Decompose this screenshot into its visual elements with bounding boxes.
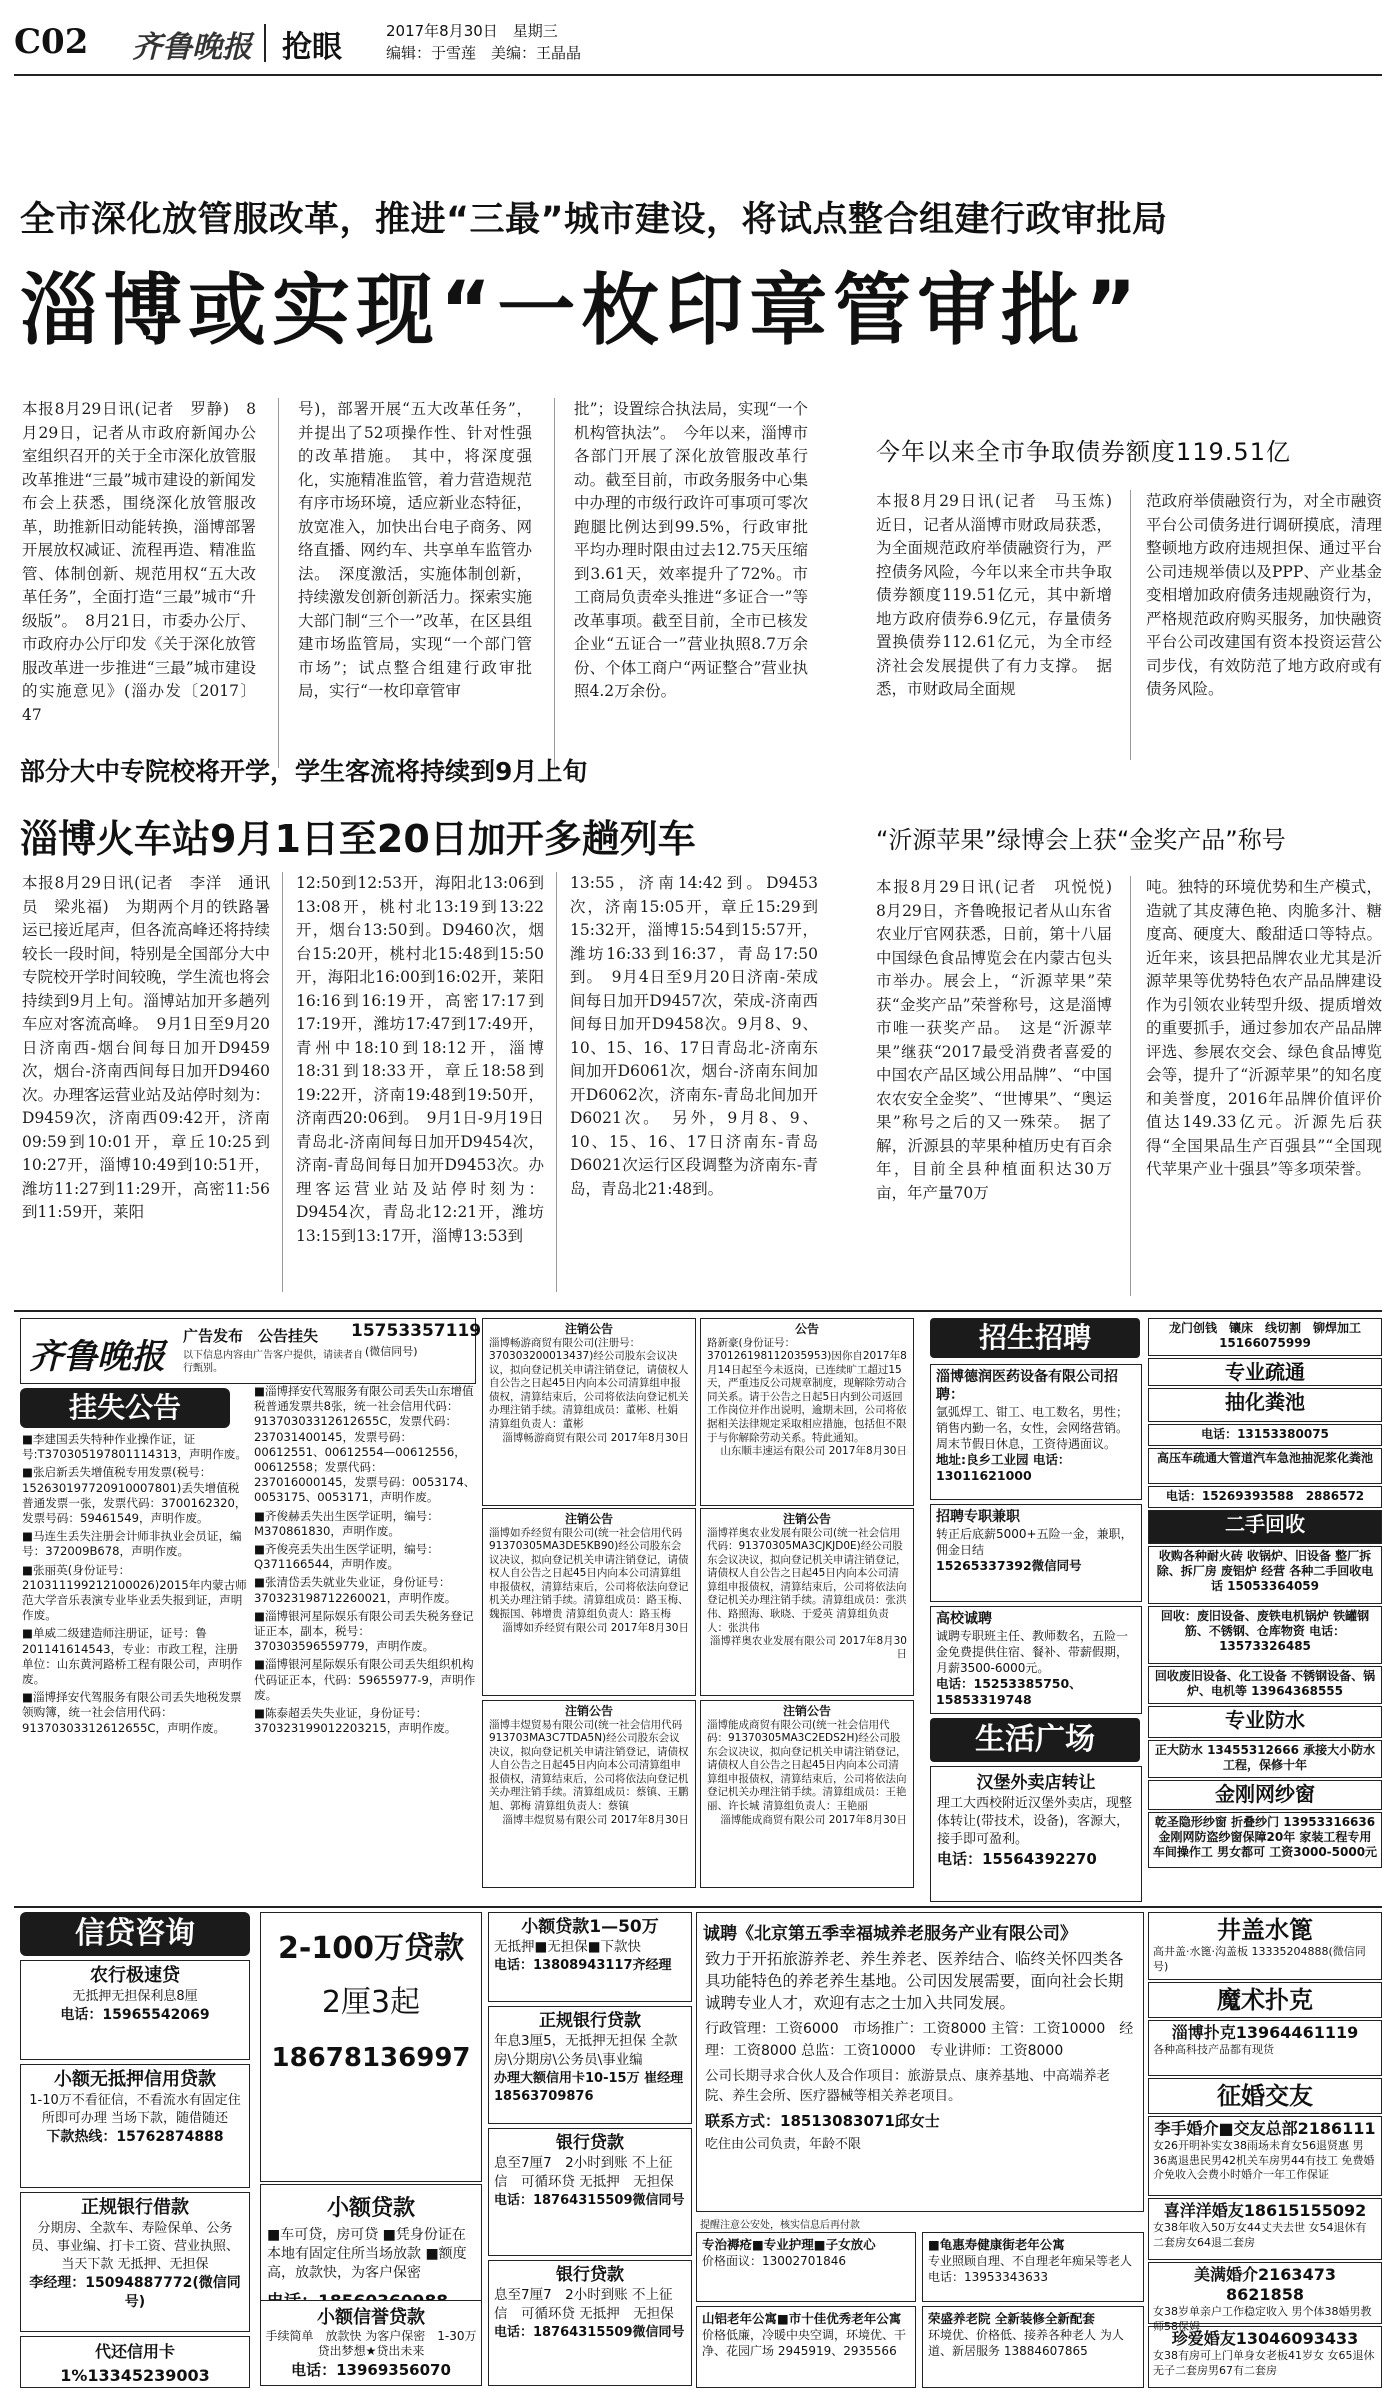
right-ad: 电话：15269393588 2886572 xyxy=(1148,1486,1382,1508)
life-title: 汉堡外卖店转让 xyxy=(976,1773,1096,1793)
masthead-rule xyxy=(14,74,1382,76)
notice-sign: 淄博畅游商贸有限公司 2017年8月30日 xyxy=(502,1431,689,1444)
story3-col1 xyxy=(22,872,270,1300)
story4-col1-text: 本报8月29日讯(记者 巩悦悦) 8月29日，齐鲁晚报记者从山东省农业厅官网获悉，日前，第十八届中国绿色食品博览会在内蒙古包头市举办。展会上，“沂源苹果”荣获“金奖产品”荣誉称号，这是淄博市唯一获奖产品。 这是“沂源苹果”继获“2017最受消费者喜爱的中国农产品区域公用品牌”、“中国农农安全金奖”、“世博果”、“奥运果”称号之后的又一殊荣。 据了解，沂源县的苹果种植历史有百余年，目前全县种植面积达30万亩，年产量70万 xyxy=(876,878,1128,1202)
far-right-title: 李手婚介■交友总部2186111 xyxy=(1154,2119,1376,2138)
notice-body: 淄博畅游商贸有限公司(注册号：370303200013437)经公司股东会议决议，拟向登记机关申请注销登记，请债权人自公告之日起45日内向本公司清算组申报债权，清算结束后，公司将依法向登记机关办理注销手续。清算组成员：董彬、杜娟 清算组负责人：董彬 xyxy=(489,1336,689,1431)
recruit-ad xyxy=(930,1364,1142,1500)
life-body: 理工大西校附近汉堡外卖店，现整体转让(带技术，设备)，客源大，接手即可盈利。 xyxy=(937,1796,1133,1847)
right-ad: 专业防水 xyxy=(1148,1706,1382,1738)
far-right-ad xyxy=(1148,1982,1382,2018)
recruit-foot: 15265337392微信同号 xyxy=(936,1558,1082,1573)
masthead xyxy=(14,18,1382,70)
far-right-ad xyxy=(1148,2198,1382,2260)
far-right-title: 喜洋洋婚友18615155092 xyxy=(1163,2201,1367,2220)
lost-item: ■淄博银河星际娱乐有限公司丢失税务登记证正本，副本，税号：370303596559779，声明作废。 xyxy=(254,1608,474,1654)
life-section-title xyxy=(930,1718,1140,1762)
far-right-ad xyxy=(1148,2078,1382,2114)
notice-title: 注销公告 xyxy=(564,1704,613,1718)
loan-ad xyxy=(20,2064,250,2188)
loan-mid-ad xyxy=(488,1912,692,2002)
loan-mid-title: 银行贷款 xyxy=(556,2265,624,2285)
right-ad: 金刚网纱窗 xyxy=(1148,1780,1382,1810)
masthead-divider xyxy=(264,24,266,62)
recruit-foot: 电话：15253385750、15853319748 xyxy=(936,1676,1082,1707)
elder-contact: 联系方式：18513083071邱女士 xyxy=(705,2112,940,2130)
story1-kicker: 全市深化放管服改革，推进“三最”城市建设，将试点整合组建行政审批局 xyxy=(20,200,1168,240)
lost-list xyxy=(254,1384,476,1904)
story2-col1 xyxy=(876,490,1128,766)
right-ad: 抽化粪池 xyxy=(1148,1388,1382,1422)
loan-mid-foot: 电话：18764315509微信同号 xyxy=(494,2325,685,2340)
life-section-label: 生活广场 xyxy=(975,1722,1095,1757)
story4-col2-text: 吨。独特的环境优势和生产模式，造就了其皮薄色艳、肉脆多汁、糖度高、硬度大、酸甜适口等特点。近年来，该县把品牌农业尤其是沂源苹果等优势特色农产品品牌建设作为引领农业转型升级、提质增效的重要抓手，通过参加农产品品牌评选、参展农交会、绿色食品博览会等，提升了“沂源苹果”的知名度和美誉度，2016年品牌价值评价值达149.33亿元。沂源先后获得“全国果品生产百强县”“全国现代苹果产业十强县”等多项荣誉。 xyxy=(1146,878,1382,1178)
recruit-body: 氩弧焊工、钳工、电工数名，男性；销售内勤一名，女性，会网络营销。周末节假日休息，工资待遇面议。 xyxy=(936,1405,1129,1451)
ad-band-rule xyxy=(14,1310,1382,1312)
ad-phone: 15753357119 xyxy=(351,1321,482,1341)
elder-care-ad xyxy=(696,1912,1144,2212)
bottom-ad-body: 环境优、价格低、接养各种老人 为人道、新居服务 13884607865 xyxy=(928,2328,1124,2358)
recruit-title: 淄博德润医药设备有限公司招聘： xyxy=(936,1369,1118,1403)
loan-section-label: 信贷咨询 xyxy=(75,1916,195,1951)
story4-col2 xyxy=(1146,876,1382,1300)
page-number: C02 xyxy=(14,22,89,62)
loan-body: 分期房、全款车、寿险保单、公务员、事业编、打卡工资、营业执照、当天下款 无抵押、无担保 xyxy=(30,2221,239,2272)
notice-body: 路新豪(身份证号：370126198112035953)因你自2017年8月14日起至今未返岗，已连续旷工超过15天，严重违反公司规章制度，现解除劳动合同关系。请于公告之日起5日内到公司返回工作岗位并作出说明，逾期未回，公司将依据相关法律规定采取相应措施，包括但不限于与你解除劳动关系。特此通知。 xyxy=(707,1336,907,1444)
story2-col2-text: 范政府举债融资行为，对全市融资平台公司债务进行调研摸底，清理整顿地方政府违规担保、通过平台公司违规举债以及PPP、产业基金变相增加政府债务违规融资行为，严格规范政府购买服务，加快融资平台公司改建国有资本投资运营公司步伐，有效防范了地方政府或有债务风险。 xyxy=(1146,492,1382,698)
loan-mid-title: 小额贷款1—50万 xyxy=(521,1917,659,1937)
loan-mid-body: 息至7厘7 2小时到账 不上征信 可循环贷 无抵押 无担保 xyxy=(494,2155,674,2190)
far-right-title: 淄博扑克13964461119 xyxy=(1171,2023,1359,2042)
story1-col1-text: 本报8月29日讯(记者 罗静) 8月29日，记者从市政府新闻办公室组织召开的关于全市深化放管服改革推进“三最”城市建设的新闻发布会上获悉，围绕深化放管服改革，助推新旧动能转换，淄博部署开展放权减证、流程再造、精准监管、体制创新、规范用权“五大改革任务”，全面打造“三最”城市“升级版”。 8月21日，市委办公厅、市政府办公厅印发《关于深化放管服改革进一步推进“三最”城市建设的实施意见》(淄办发〔2017〕47 xyxy=(22,400,256,724)
lost-item: ■淄博择安代驾服务有限公司丢失山东增值税普通发票共8张，统一社会信用代码：91370303312612655C，发票代码：237031400145，发票号码：00612551、00612554—00612556，00612558；发票代码：237016000145，发票号码：0053174、0053175、0053171，声明作废。 xyxy=(254,1384,476,1505)
loan-rate: 2厘3起 xyxy=(321,1985,421,2020)
notice-body: 淄博丰煜贸易有限公司(统一社会信用代码913703MA3C7TDA5N)经公司股东会议决议，拟向登记机关申请注销登记，请债权人自公告之日起45日内向本公司清算组申报债权，清算结束后，公司将依法向登记机关办理注销手续。清算组成员：蔡镇、王鹏旭、郭梅 清算组负责人：蔡镇 xyxy=(489,1718,689,1813)
loan-mid-ad xyxy=(488,2128,692,2256)
right-ad: 正大防水 13455312666 承接大小防水工程，保修十年 xyxy=(1148,1740,1382,1778)
story1-col2-text: 号)，部署开展“五大改革任务”，并提出了52项操作性、针对性强的改革措施。 其中，将深度强化，实施精准监管，着力营造规范有序市场环境，适应新业态特征，放宽准入，加快出台电子商务、网络直播、网约车、共享单车监管办法。 深度激活，实施体制创新，持续激发创新创新活力。探索实施大部门制“三个一”改革，在区县组建市场监管局，实现“一个部门管市场”；试点整合组建行政审批局，实行“一枚印章管审 xyxy=(298,400,532,700)
right-ad: 龙门创钱 镶床 线切割 铆焊加工 15166075999 xyxy=(1148,1318,1382,1356)
notice-body: 淄博如乔经贸有限公司(统一社会信用代码91370305MA3DE5KB90)经公司股东会议决议，拟向登记机关申请注销登记，请债权人自公告之日起45日内向本公司清算组申报债权，清算结束后，公司将依法向登记机关办理注销手续。清算组成员：路玉梅、魏振国、韩增贵 清算组负责人：路玉梅 xyxy=(489,1526,689,1621)
far-right-ad xyxy=(1148,1912,1382,1980)
lost-item: ■张清岱丢失就业失业证，身份证号：370323198712260021，声明作废。 xyxy=(254,1575,457,1605)
far-right-ad xyxy=(1148,2116,1382,2196)
story1-headline: 淄博或实现“一枚印章管审批” xyxy=(20,266,1143,356)
notice-box xyxy=(700,1318,914,1506)
notice-body: 淄博能成商贸有限公司(统一社会信用代码：91370305MA3C2EDS2H)经公司股东会议决议，拟向登记机关申请注销登记，请债权人自公告之日起45日内向本公司清算组申报债权，清算结束后，公司将依法向登记机关办理注销手续。清算组成员：王艳丽、许长城 清算组负责人：王艳丽 xyxy=(707,1718,907,1813)
right-ad: 回收：废旧设备、废铁电机锅炉 铁罐钢筋、不锈钢、仓库物资 电话：13573326485 xyxy=(1148,1606,1382,1664)
lost-item: ■齐俊亮丢失出生医学证明，编号：Q371166544，声明作废。 xyxy=(254,1542,439,1572)
recruit-foot: 地址:良乡工业园 电话：13011621000 xyxy=(936,1452,1071,1483)
right-ad: 专业疏通 xyxy=(1148,1358,1382,1386)
lost-item: ■单威二级建造师注册证，证号：鲁201141614543，专业：市政工程，注册单位：山东黄河路桥工程有限公司，声明作废。 xyxy=(22,1626,243,1687)
lost-item: ■张启新丢失增值税专用发票(税号：152630197720910007801)丢失增值税普通发票一张，发票代码：3700162320，发票号码：59461549，声明作废。 xyxy=(22,1465,247,1526)
loan-title: 农行极速贷 xyxy=(90,1965,180,1986)
elder-title: 诚聘《北京第五季幸福城养老服务产业有限公司》 xyxy=(703,1924,1077,1944)
far-right-title: 井盖水篦 xyxy=(1217,1916,1313,1944)
story3-col3-text: 13:55，济南14:42到。D9453次，济南15:05开，章丘15:29到15:32开，淄博15:54到15:57开，潍坊16:33到16:37，青岛17:50到。 9月4日至9月20日济南-荣成间每日加开D9457次，荣成-济南西间每日加开D9458次。9月8、9、10、15、16、17日青岛北-济南东间加开D6061次，烟台-济南东间加开D6062次，济南东-青岛北间加开D6021次。 另外，9月8、9、10、15、16、17日济南东-青岛D6021次运行区段调整为济南东-青岛，青岛北21:48到。 xyxy=(570,874,818,1198)
credit-loan-phone: 电话：13969356070 xyxy=(291,2361,451,2379)
col-divider xyxy=(554,398,555,768)
lost-list xyxy=(22,1432,248,1902)
notice-title: 注销公告 xyxy=(564,1322,613,1336)
far-right-title: 征婚交友 xyxy=(1217,2082,1313,2110)
far-right-body: 各种高科技产品都有现货 xyxy=(1153,2043,1274,2056)
elder-jobs: 行政管理：工资6000 市场推广：工资8000 主管：工资10000 经理：工资8000 总监：工资10000 专业讲师：工资8000 xyxy=(705,2021,1134,2059)
loan-section-title xyxy=(20,1912,250,1956)
bottom-ad xyxy=(696,2232,916,2302)
story3-col3 xyxy=(570,872,818,1300)
bottom-ad-title: ■龟惠寿健康街老年公寓 xyxy=(928,2237,1065,2252)
bottom-ad xyxy=(922,2232,1144,2302)
ad-note: 以下信息内容由广告客户提供，请读者自行甄别。 xyxy=(183,1350,363,1374)
loan-mid-body: 年息3厘5，无抵押无担保 全款房\分期房\公务员\事业编 xyxy=(494,2033,678,2068)
story1-col1 xyxy=(22,398,256,768)
right-ad: 电话：13153380075 xyxy=(1148,1424,1382,1446)
far-right-body: 女26开明补实女38雨场未育女56退贤惠 男36离退患民男42机关车房男44有技工 免费婚介免收入会费小时婚介一年工作保证 xyxy=(1153,2139,1375,2181)
far-right-body: 女38年收入50万女44丈夫去世 女54退休有二套房女64退二套房 xyxy=(1153,2221,1367,2249)
paper-name: 齐鲁晚报 xyxy=(132,30,252,65)
loan-mid-ad xyxy=(488,2006,692,2124)
notice-box xyxy=(482,1700,696,1888)
credit-loan-body: 手续简单 放款快 为客户保密 1-30万 贷出梦想★贷出未来 xyxy=(265,2329,477,2358)
story3-col1-text: 本报8月29日讯(记者 李洋 通讯员 梁兆福) 为期两个月的铁路暑运已接近尾声，但各流高峰还将持续较长一段时间，特别是全国部分大中专院校开学时间较晚，学生流也将会持续到9月上旬。淄博站加开多趟列车应对客流高峰。 9月1日至9月20日济南西-烟台间每日加开D9459次，烟台-济南西间每日加开D9460次。办理客运营业站及站停时刻为：D9459次，济南西09:42开，济南09:59到10:01开，章丘10:25到10:27开，淄博10:49到10:51开，潍坊11:27到11:29开，高密11:56到11:59开，莱阳 xyxy=(22,874,271,1221)
bottom-ad-title: 荣盛养老院 全新装修全新配套 xyxy=(928,2311,1095,2326)
story1-col3 xyxy=(574,398,808,768)
loan-body: 1-10万不看征信，不看流水有固定住所即可办理 当场下款，随借随还 xyxy=(29,2093,241,2126)
notice-title: 注销公告 xyxy=(782,1512,831,1526)
credit-loan-title: 小额信誉贷款 xyxy=(317,2307,425,2328)
loan-amount: 2-100万贷款 xyxy=(278,1931,464,1966)
right-ad: 回收废旧设备、化工设备 不锈钢设备、锅炉、电机等 13964368555 xyxy=(1148,1666,1382,1704)
credit-loan-box xyxy=(260,2300,482,2386)
loan-mid-title: 正规银行贷款 xyxy=(539,2011,641,2031)
elder-body: 致力于开拓旅游养老、养生养老、医养结合、临终关怀四类各具功能特色的养老养生基地。公司因发展需要，面向社会长期诚聘专业人才，欢迎有志之士加入共同发展。 xyxy=(705,1950,1124,2012)
far-right-body: 女38有房可上门单身女老板41岁女 女65退休无子二套房男67有二套房 xyxy=(1153,2349,1375,2377)
story2-col2 xyxy=(1146,490,1382,766)
notice-title: 注销公告 xyxy=(564,1512,613,1526)
right-ad: 乾圣隐形纱窗 折叠纱门 13953316636 金刚网防盗纱窗保障20年 家装工程专用 车间操作工 男女都可 工资3000-5000元 xyxy=(1148,1812,1382,1868)
loan-mid-ad xyxy=(488,2260,692,2386)
loan-foot: 李经理：15094887772(微信同号) xyxy=(29,2275,241,2310)
far-right-body: 高井盖·水篦·沟盖板 13335204888(微信同号) xyxy=(1153,1945,1366,1973)
loan-mid-body: 息至7厘7 2小时到账 不上征信 可循环贷 无抵押 无担保 xyxy=(494,2287,674,2322)
recruit-title: 高校诚聘 xyxy=(936,1611,992,1627)
bottom-ad-body: 价格低廉，冷暖中央空调，环境优、干净、花园广场 2945919、2935566 xyxy=(702,2328,907,2358)
recruit-section-label: 招生招聘 xyxy=(978,1321,1091,1354)
recruit-section-title xyxy=(930,1318,1140,1358)
bottom-ad-body: 价格面议：13002701846 xyxy=(702,2254,846,2268)
loan-phone: 18678136997 xyxy=(271,2043,471,2073)
life-ad xyxy=(930,1766,1142,1902)
far-right-body: 女38岁单亲户工作稳定收入 男个体38婚男教师58保姆 xyxy=(1153,2305,1372,2333)
loan-body: 无抵押无担保利息8厘 xyxy=(72,1989,198,2004)
notice-box xyxy=(482,1318,696,1506)
loan-mid-foot: 电话：18764315509微信同号 xyxy=(494,2193,685,2208)
notice-sign: 淄博能成商贸有限公司 2017年8月30日 xyxy=(720,1813,907,1826)
bottom-ad xyxy=(922,2306,1144,2388)
lower-band-rule xyxy=(14,1906,1382,1908)
col-divider xyxy=(556,872,557,1292)
lost-item: ■淄博择安代驾服务有限公司丢失地税发票领购簿，统一社会信用代码：91370303312612655C，声明作废。 xyxy=(22,1690,242,1735)
bottom-ad-title: 专治褥疮■专业护理■子女放心 xyxy=(702,2237,876,2252)
loan-ad xyxy=(20,2336,250,2388)
notice-title: 公告 xyxy=(794,1322,819,1336)
col-divider xyxy=(1130,876,1131,1296)
section-name: 抢眼 xyxy=(282,30,342,65)
loan-title: 正规银行借款 xyxy=(81,2197,189,2218)
notice-box xyxy=(700,1700,914,1888)
story1-col3-text: 批”；设置综合执法局，实现“一个机构管执法”。 今年以来，淄博市各部门开展了深化放管服改革行动。截至目前，市政务服务中心集中办理的市级行政许可事项可零次跑腿比例达到99.5%，行政审批平均办理时限由过去12.75天压缩到3.61天，效率提升了72%。市工商局负责牵头推进“多证合一”等改革事项。截至目前，全市已核发企业“五证合一”营业执照8.7万余份、个体工商户“两证整合”营业执照4.2万余份。 xyxy=(574,400,808,700)
lost-item: ■李建国丢失特种作业操作证，证号:T370305197801114313，声明作废。 xyxy=(22,1432,247,1462)
small-loan-title: 小额贷款 xyxy=(326,2196,415,2221)
loan-ad xyxy=(20,1960,250,2060)
small-loan-body: ■车可贷，房可贷 ■凭身份证在本地有固定住所当场放款 ■额度高，放款快，为客户保密 xyxy=(267,2227,467,2281)
bottom-ad-title: 山铝老年公寓■市十佳优秀老年公寓 xyxy=(702,2311,902,2326)
notice-sign: 淄博祥奥农业发展有限公司 2017年8月30日 xyxy=(709,1635,907,1661)
right-ad: 收购各种耐火砖 收锅炉、旧设备 整厂拆除、拆厂房 废铝炉 经营 各种二手回收电话 15053364059 xyxy=(1148,1546,1382,1604)
ad-header xyxy=(20,1318,482,1384)
far-right-ad xyxy=(1148,2020,1382,2076)
notice-sign: 山东顺丰速运有限公司 2017年8月30日 xyxy=(720,1445,907,1458)
story3-kicker: 部分大中专院校将开学，学生客流将持续到9月上旬 xyxy=(20,757,588,786)
footer-note: 提醒注意公安处，核实信息后再付款 xyxy=(700,2220,860,2231)
elder-contact2: 吃住由公司负责，年龄不限 xyxy=(705,2137,862,2152)
loan-title: 代还信用卡1%13345239003 xyxy=(60,2342,210,2385)
story2-col1-text: 本报8月29日讯(记者 马玉炼) 近日，记者从淄博市财政局获悉，为全面规范政府举债融资行为，严控债务风险，今年以来全市共争取债券额度119.51亿元，其中新增地方政府债券6.9亿元，存量债务置换债券112.61亿元，为全市经济社会发展提供了有力支撑。 据悉，市财政局全面规 xyxy=(876,492,1128,698)
bottom-ad xyxy=(696,2306,916,2388)
ad-phone-note: (微信同号) xyxy=(365,1345,418,1358)
notice-body: 淄博祥奥农业发展有限公司(统一社会信用代码：91370305MA3CJKJD0E)经公司股东会议决议，拟向登记机关申请注销登记，请债权人自公告之日起45日内向本公司清算组申报债权，清算结束后，公司将依法向登记机关办理注销手续。清算组成员：张洪伟、路照海、耿晓、于爱英 清算组负责人：张洪伟 xyxy=(707,1526,907,1634)
recruit-body: 转正后底薪5000+五险一金，兼职，佣金日结 xyxy=(936,1527,1133,1557)
story3-col2-text: 12:50到12:53开，海阳北13:06到13:08开，桃村北13:19到13:22开，烟台13:50到。D9460次，烟台15:20开，桃村北15:48到15:50开，海阳北16:00到16:02开，莱阳16:16到16:19开，高密17:17到17:19开，潍坊17:47到17:49开，青州中18:10到18:12开，淄博18:31到18:33开，章丘18:58到19:22开，济南19:48到19:50开，济南西20:06到。 9月1日-9月19日青岛北-济南间每日加开D9454次，济南-青岛间每日加开D9453次。办理客运营业站及站停时刻为：D9454次，青岛北12:21开，潍坊13:15到13:17开，淄博13:53到 xyxy=(296,874,544,1245)
loan-foot: 下款热线：15762874888 xyxy=(46,2129,224,2145)
loan-foot: 电话：15965542069 xyxy=(60,2007,210,2023)
story2-headline: 今年以来全市争取债券额度119.51亿 xyxy=(876,438,1291,466)
lost-item: ■张丽英(身份证号：210311199212100026)2015年内蒙古师范大学音乐表演专业毕业丢失报到证，声明作废。 xyxy=(22,1562,247,1623)
lost-section-label: 挂失公告 xyxy=(68,1391,181,1424)
loan-big-box xyxy=(260,1912,482,2182)
notice-sign: 淄博如乔经贸有限公司 2017年8月30日 xyxy=(502,1621,689,1634)
loan-mid-foot: 电话：13808943117齐经理 xyxy=(494,1958,672,1973)
right-ad: 二手回收 xyxy=(1148,1510,1382,1544)
far-right-title: 美满婚介2163473 8621858 xyxy=(1194,2265,1336,2304)
ad-sub: 广告发布 公告挂失 xyxy=(183,1327,319,1345)
bottom-ad-body: 专业照顾自理、不自理老年痴呆等老人 电话：13953343633 xyxy=(928,2254,1133,2284)
story3-col2 xyxy=(296,872,544,1300)
issue-date: 2017年8月30日 星期三 xyxy=(386,22,558,40)
loan-mid-body: 无抵押■无担保■下款快 xyxy=(494,1939,642,1955)
recruit-ad xyxy=(930,1606,1142,1714)
recruit-body: 诚聘专职班主任、教师数名，五险一金免费提供住宿、餐补、带薪假期，月薪3500-6000元。 xyxy=(936,1629,1129,1675)
story4-headline: “沂源苹果”绿博会上获“金奖产品”称号 xyxy=(876,826,1286,854)
lost-item: ■齐俊赫丢失出生医学证明，编号：M370861830，声明作废。 xyxy=(254,1508,439,1538)
col-divider xyxy=(1130,490,1131,760)
right-ad: 高压车疏通大管道汽车急池抽泥浆化粪池 xyxy=(1148,1448,1382,1484)
editor-credit: 编辑：于雪莲 美编：王晶晶 xyxy=(386,44,582,62)
col-divider xyxy=(282,872,283,1292)
far-right-ad xyxy=(1148,2262,1382,2333)
recruit-title: 招聘专职兼职 xyxy=(936,1509,1020,1525)
lost-item: ■陈泰超丢失失业证，身份证号：370323199012203215，声明作废。 xyxy=(254,1706,457,1736)
far-right-ad xyxy=(1148,2326,1382,2388)
far-right-title: 魔术扑克 xyxy=(1217,1986,1313,2014)
ad-logo: 齐鲁晚报 xyxy=(29,1337,165,1377)
notice-sign: 淄博丰煜贸易有限公司 2017年8月30日 xyxy=(502,1813,689,1826)
notice-title: 注销公告 xyxy=(782,1704,831,1718)
loan-ad xyxy=(20,2192,250,2332)
lost-item: ■马连生丢失注册会计师非执业会员证，编号：372009B678，声明作废。 xyxy=(22,1529,242,1559)
lost-item: ■淄博银河星际娱乐有限公司丢失组织机构代码证正本，代码：59655977-9，声明作废。 xyxy=(254,1657,476,1702)
loan-title: 小额无抵押信用贷款 xyxy=(54,2069,216,2090)
loan-mid-title: 银行贷款 xyxy=(556,2133,624,2153)
notice-box xyxy=(700,1508,914,1696)
recruit-ad xyxy=(930,1504,1142,1602)
story4-col1 xyxy=(876,876,1128,1300)
notice-box xyxy=(482,1508,696,1696)
loan-mid-foot: 办理大额信用卡10-15万 崔经理18563709876 xyxy=(494,2071,684,2104)
elder-extra: 公司长期寻求合伙人及合作项目：旅游景点、康养基地、中高端养老院、养生会所、医疗器械等相关养老项目。 xyxy=(705,2068,1110,2104)
lost-section-title xyxy=(20,1388,230,1428)
life-foot: 电话：15564392270 xyxy=(937,1850,1097,1868)
story3-headline: 淄博火车站9月1日至20日加开多趟列车 xyxy=(20,817,696,861)
far-right-title: 珍爱婚友13046093433 xyxy=(1171,2329,1359,2348)
story1-col2 xyxy=(298,398,532,768)
col-divider xyxy=(278,398,279,768)
